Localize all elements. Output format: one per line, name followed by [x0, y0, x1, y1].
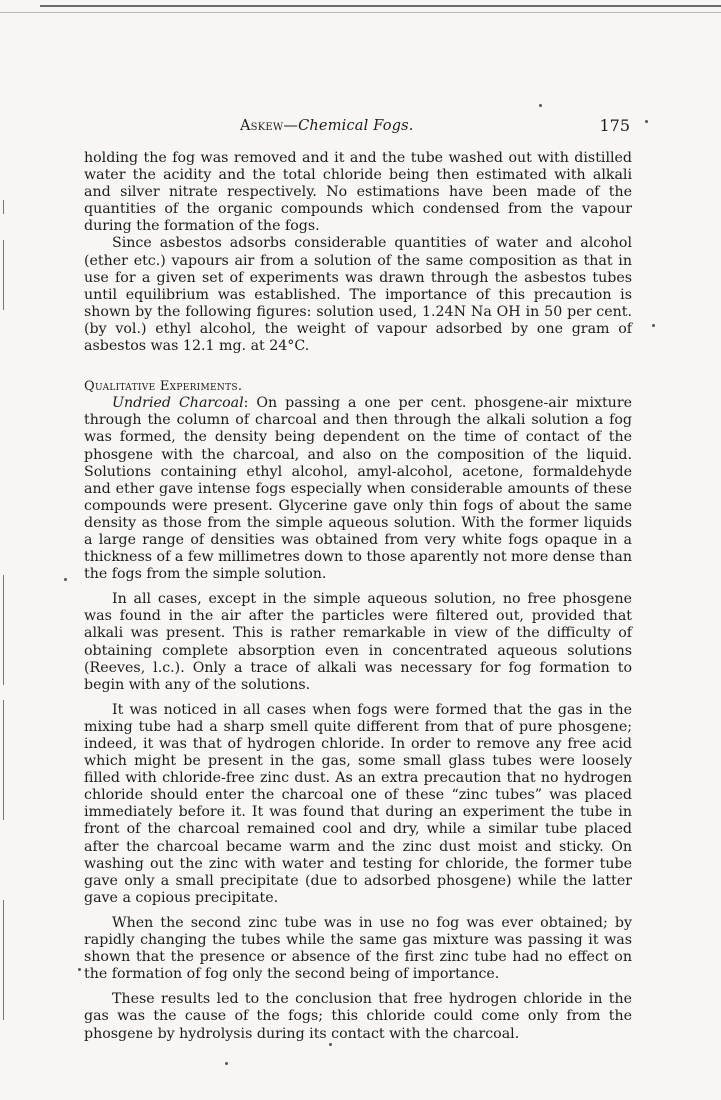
- margin-mark: [3, 900, 4, 1020]
- margin-mark: [3, 200, 4, 214]
- top-border-rule-thin: [0, 12, 721, 13]
- margin-mark: [3, 240, 4, 310]
- running-head: [240, 118, 414, 134]
- running-head-title: Chemical Fogs.: [298, 118, 414, 134]
- paragraph-asbestos: Since asbestos adsorbs considerable quantities of water and alcohol (ether etc.) vapours air from a solution of the same composition as that in use for a given set of experiments was drawn through the asbestos tubes until equilibrium was established. The importance of this precaution is shown by the following figures: solution used, 1.24N Na OH in 50 per cent. (by vol.) ethyl alcohol, the weight of vapour adsorbed by one gram of asbestos was 12.1 mg. at 24°C.: [84, 235, 632, 355]
- page-header: [240, 118, 630, 140]
- speck-dot: [539, 104, 542, 107]
- speck-dot: [78, 968, 81, 971]
- speck-dot: [64, 578, 67, 581]
- runin-heading: Undried Charcoal: [112, 395, 244, 412]
- speck-dot: [225, 1062, 228, 1065]
- paragraph-mixing-tube: It was noticed in all cases when fogs were formed that the gas in the mixing tube had a sharp smell quite different from that of pure phosgene; indeed, it was that of hydrogen chloride. In order to remove any free acid which might be present in the gas, some small glass tubes were loosely filled with chloride-free zinc dust. As an extra precaution that no hydrogen chloride should enter the charcoal one of these “zinc tubes” was placed immediately before it. It was found that during an experiment the tube in front of the charcoal remained cool and dry, while a similar tube placed after the charcoal became warm and the zinc dust moist and sticky. On washing out the zinc with water and testing for chloride, the former tube gave only a small precipitate (due to adsorbed phosgene) while the latter gave a copious precipitate.: [84, 701, 632, 906]
- body-text: [84, 150, 632, 1043]
- section-heading: [84, 378, 632, 395]
- speck-dot: [329, 1043, 332, 1046]
- margin-mark: [3, 575, 4, 685]
- page-number: 175: [599, 116, 630, 135]
- paragraph-continued: holding the fog was removed and it and the tube washed out with distilled water the acidity and the total chloride being then estimated with alkali and silver nitrate respectively. No estimations have been made of the quantities of the organic compounds which condensed from the vapour during the formation of the fogs.: [84, 150, 632, 235]
- margin-mark: [3, 700, 4, 820]
- top-border-rule: [40, 5, 721, 7]
- speck-dot: [652, 324, 655, 327]
- running-head-author: Askew: [240, 118, 284, 134]
- paragraph-conclusion: These results led to the conclusion that free hydrogen chloride in the gas was the cause of the fogs; this chloride could come only from the phosgene by hydrolysis during its contact with the charcoal.: [84, 991, 632, 1042]
- paragraph-all-cases: In all cases, except in the simple aqueous solution, no free phosgene was found in the air after the particles were filtered out, provided that alkali was present. This is rather remarkable in view of the difficulty of obtaining complete absorption even in concentrated aqueous solutions (Reeves, l.c.). Only a trace of alkali was necessary for fog formation to begin with any of the solutions.: [84, 591, 632, 693]
- speck-dot: [645, 120, 648, 123]
- paragraph-undried-charcoal: [84, 395, 632, 583]
- running-head-dash: —: [283, 118, 299, 134]
- paragraph-second-zinc-tube: When the second zinc tube was in use no fog was ever obtained; by rapidly changing the tubes while the same gas mixture was passing it was shown that the presence or absence of the first zinc tube had no effect on the formation of fog only the second being of importance.: [84, 914, 632, 983]
- paragraph-undried-charcoal-text: : On passing a one per cent. phosgene-air mixture through the column of charcoal and then through the alkali solution a fog was formed, the density being dependent on the time of contact of the phosgene with the charcoal, and also on the composition of the liquid. Solutions containing ethyl alcohol, amyl-alcohol, acetone, formaldehyde and ether gave intense fogs especially when considerable amounts of these compounds were present. Glycerine gave only thin fogs of about the same density as those from the simple aqueous solution. With the former liquids a large range of densities was obtained from very white fogs opaque in a thickness of a few millimetres down to those aparently not more dense than the fogs from the simple solution.: [84, 395, 632, 583]
- section-heading-text: Qualitative Experiments.: [84, 379, 243, 395]
